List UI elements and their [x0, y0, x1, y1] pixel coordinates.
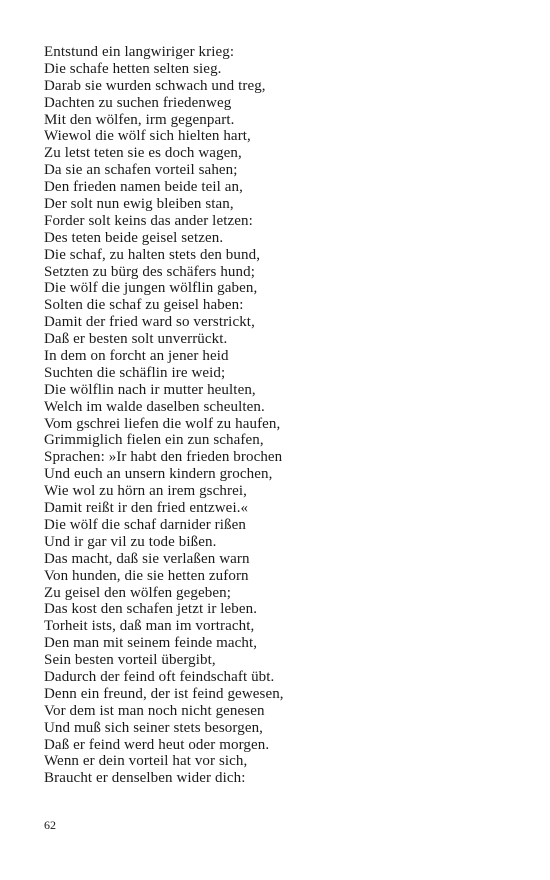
- poem-line: Und euch an unsern kindern grochen,: [44, 466, 273, 483]
- poem-line: Denn ein freund, der ist feind gewesen,: [44, 685, 284, 702]
- poem-line: In dem on forcht an jener heid: [44, 348, 229, 365]
- poem-line: Braucht er denselben wider dich:: [44, 770, 246, 787]
- poem-line: Daß er besten solt unverrückt.: [44, 331, 228, 348]
- poem-line: Wenn er dein vorteil hat vor sich,: [44, 753, 248, 770]
- poem-line: Die wölf die jungen wölflin gaben,: [44, 280, 258, 297]
- poem-line: Den frieden namen beide teil an,: [44, 179, 243, 196]
- poem-line: Das macht, daß sie verlaßen warn: [44, 550, 250, 567]
- poem-line: Forder solt keins das ander letzen:: [44, 212, 253, 229]
- poem-line: Die schafe hetten selten sieg.: [44, 60, 222, 77]
- poem-line: Mit den wölfen, irm gegenpart.: [44, 111, 235, 128]
- poem-line: Sein besten vorteil übergibt,: [44, 652, 216, 669]
- poem-line: Damit der fried ward so verstrickt,: [44, 314, 255, 331]
- poem-line: Zu letst teten sie es doch wagen,: [44, 145, 242, 162]
- poem-line: Sprachen: »Ir habt den frieden brochen: [44, 449, 283, 466]
- poem-line: Setzten zu bürg des schäfers hund;: [44, 263, 255, 280]
- poem-line: Vom gschrei liefen die wolf zu haufen,: [44, 415, 281, 432]
- poem-text-block: [44, 44, 514, 787]
- page-number: 62: [44, 818, 56, 832]
- poem-line: Die wölf die schaf darnider rißen: [44, 516, 246, 533]
- poem-line: Wie wol zu hörn an irem gschrei,: [44, 483, 247, 500]
- poem-line: Zu geisel den wölfen gegeben;: [44, 584, 232, 601]
- poem-line: Suchten die schäflin ire weid;: [44, 364, 226, 381]
- poem-line: Wiewol die wölf sich hielten hart,: [44, 128, 251, 145]
- poem-line: Entstund ein langwiriger krieg:: [44, 44, 235, 60]
- poem-line: Darab sie wurden schwach und treg,: [44, 77, 266, 94]
- poem-line: Solten die schaf zu geisel haben:: [44, 297, 244, 314]
- poem-line: Da sie an schafen vorteil sahen;: [44, 162, 238, 179]
- poem-line: Der solt nun ewig bleiben stan,: [44, 196, 234, 213]
- poem-line: Die wölflin nach ir mutter heulten,: [44, 381, 256, 398]
- poem-line: Grimmiglich fielen ein zun schafen,: [44, 432, 264, 449]
- poem-line: Und muß sich seiner stets besorgen,: [44, 719, 264, 736]
- poem-line: Das kost den schafen jetzt ir leben.: [44, 601, 258, 618]
- poem-line: Torheit ists, daß man im vortracht,: [44, 618, 255, 635]
- poem-line: Den man mit seinem feinde macht,: [44, 635, 258, 652]
- poem-line: Daß er feind werd heut oder morgen.: [44, 736, 270, 753]
- poem-line: Des teten beide geisel setzen.: [44, 229, 224, 246]
- poem-line: Und ir gar vil zu tode bißen.: [44, 533, 217, 550]
- poem-line: Vor dem ist man noch nicht genesen: [44, 702, 265, 719]
- poem-line: Von hunden, die sie hetten zuforn: [44, 567, 249, 584]
- poem-line: Die schaf, zu halten stets den bund,: [44, 246, 261, 263]
- poem-line: Dadurch der feind oft feindschaft übt.: [44, 668, 275, 685]
- poem-line: Damit reißt ir den fried entzwei.«: [44, 500, 249, 517]
- poem-line: Welch im walde daselben scheulten.: [44, 398, 265, 415]
- poem-line: Dachten zu suchen friedenweg: [44, 94, 232, 111]
